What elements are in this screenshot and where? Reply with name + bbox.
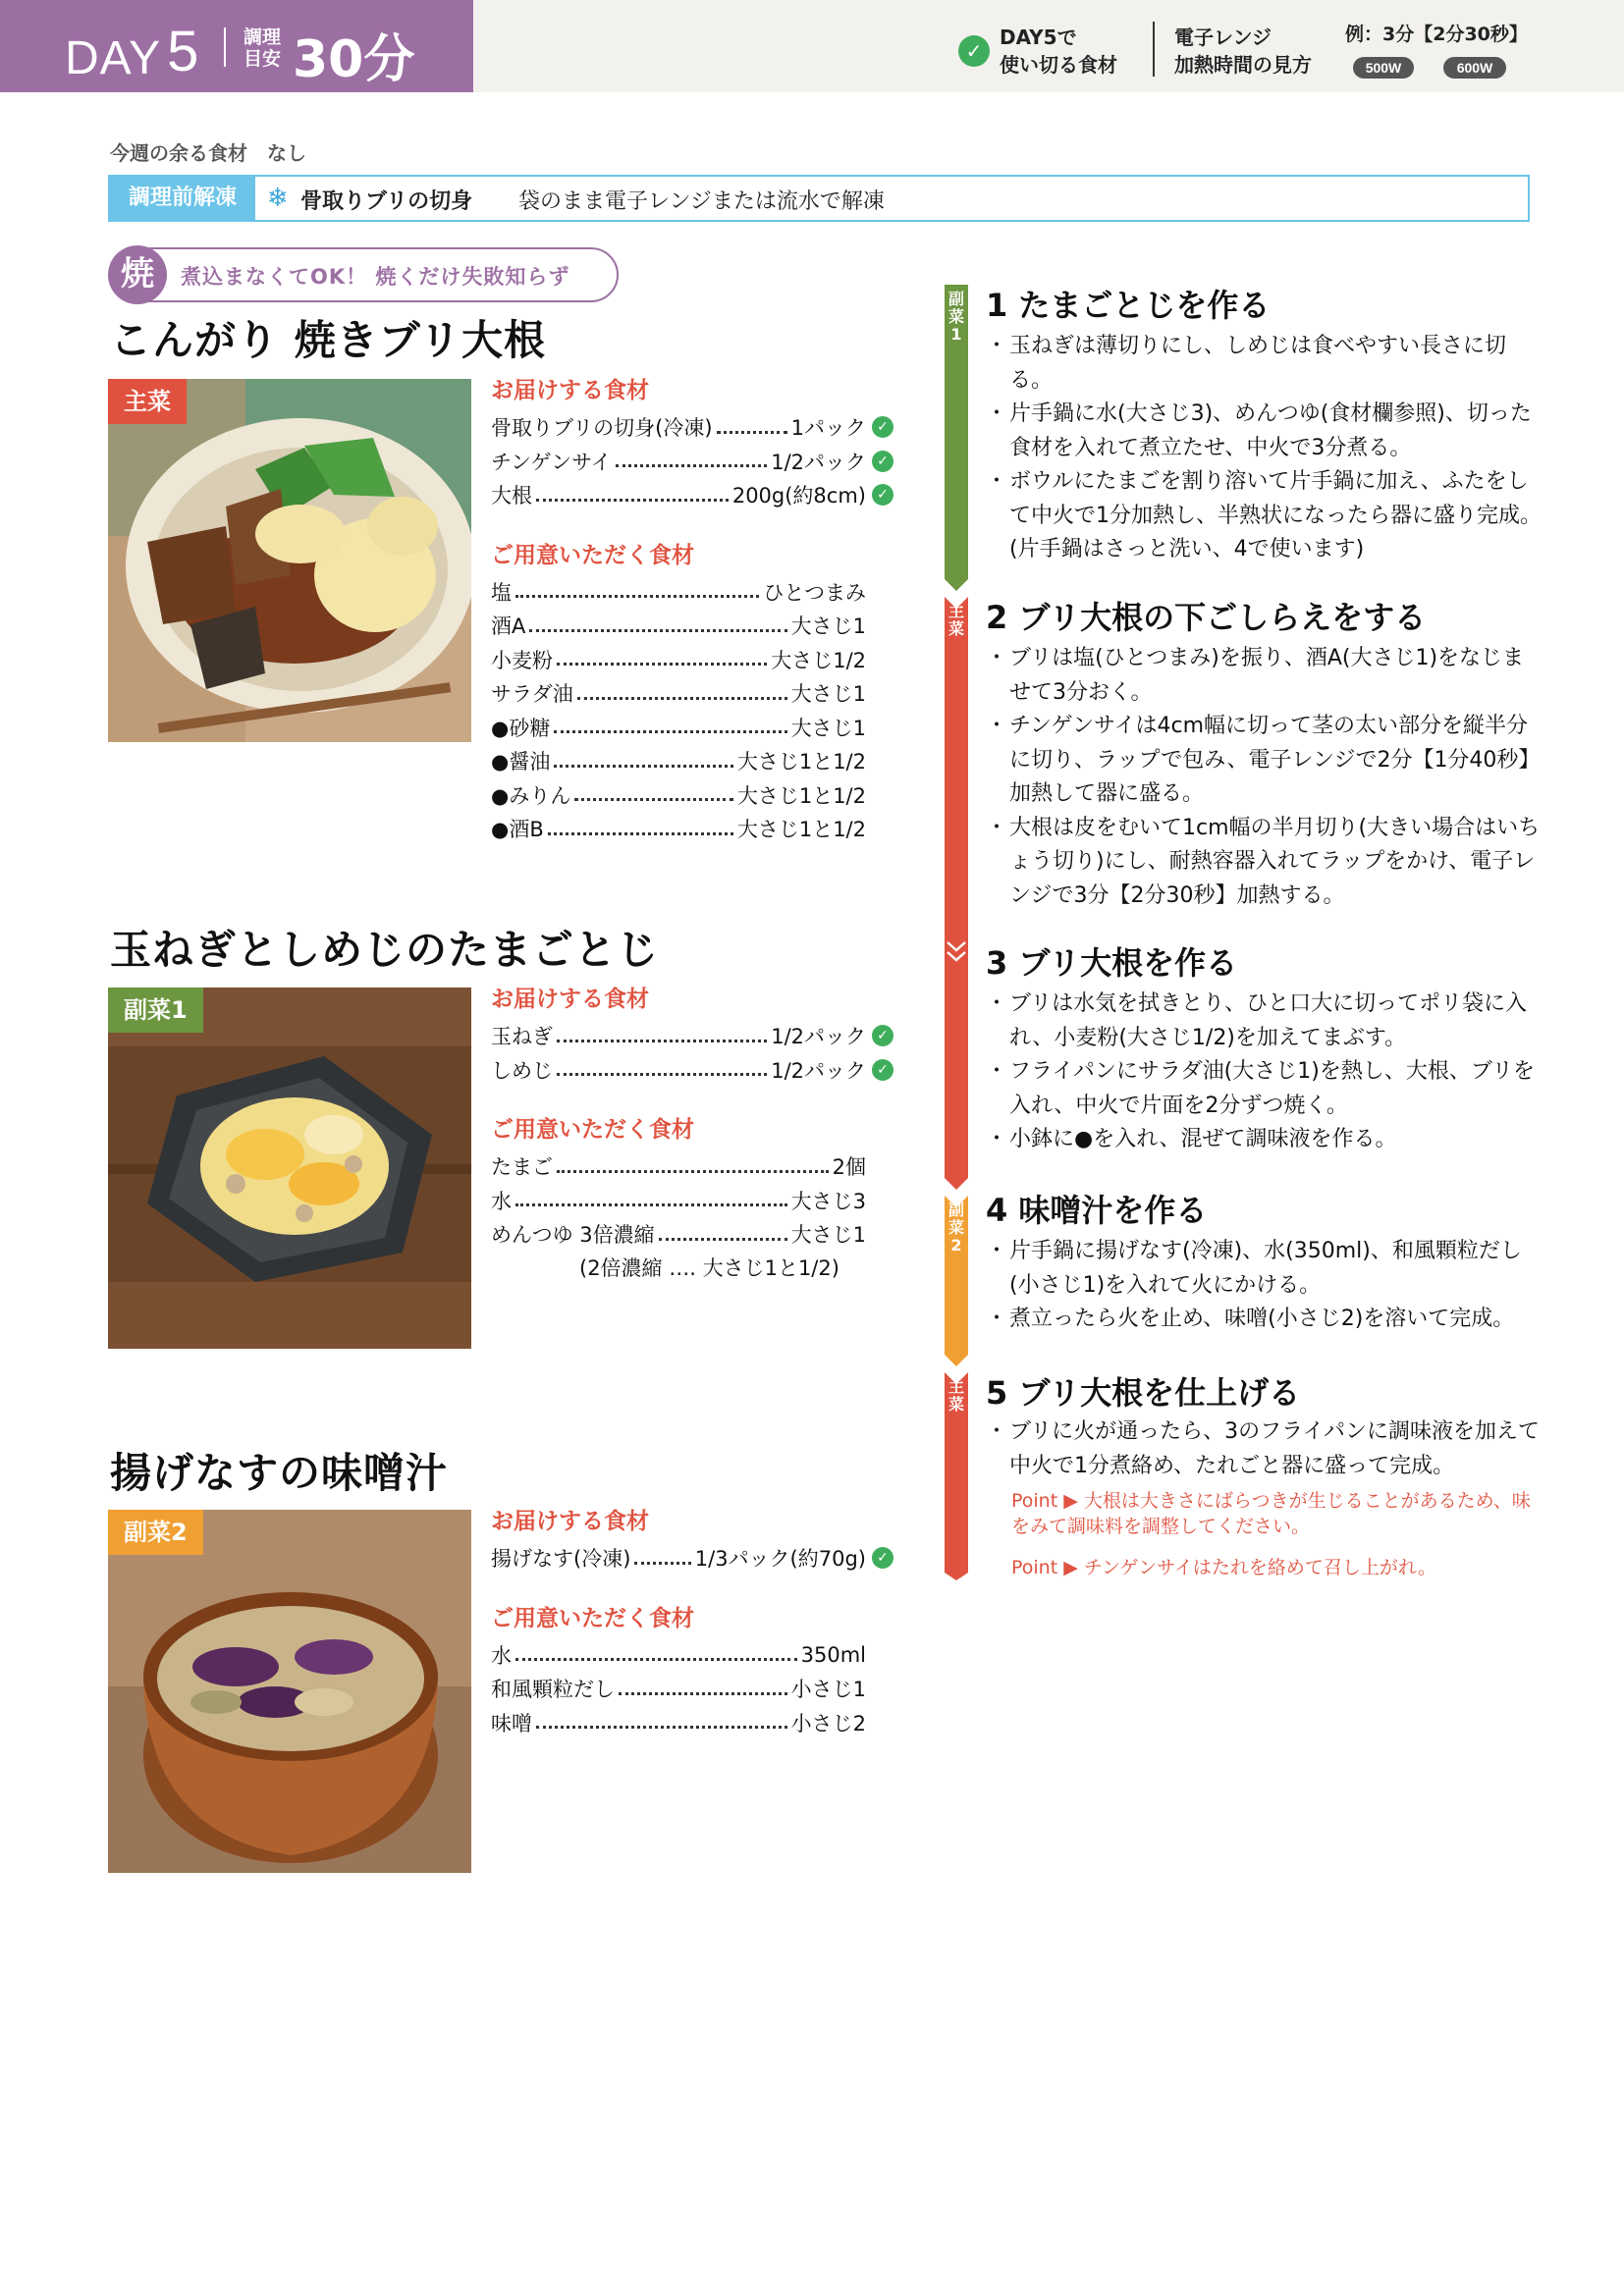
ingredient-row: 水 大さじ3: [491, 1189, 866, 1213]
check-icon: ✓: [958, 35, 990, 67]
step-item: ・ ボウルにたまごを割り溶いて片手鍋に加え、ふたをして中火で1分加熱し、半熟状になったら器に盛り完成。(片手鍋はさっと洗い、4で使います): [986, 465, 1545, 567]
ingredient-row: しめじ 1/2パック ✓: [491, 1053, 893, 1088]
cook-time-value: 30分: [293, 30, 415, 89]
delivered-heading: お届けする食材: [491, 1509, 649, 1534]
ingredients-main: [491, 371, 893, 846]
step-item: ・ チンゲンサイは4cm幅に切って茎の太い部分を縦半分に切り、ラップで包み、電子レンジで2分【1分40秒】加熱して器に盛る。: [986, 710, 1545, 812]
ingredient-row: 味噌 小さじ2: [491, 1711, 866, 1735]
label-main-dish: 主菜: [108, 379, 187, 424]
ingredients-side2: [491, 1502, 893, 1739]
step-3-list: [986, 988, 1545, 1157]
ingredient-row: チンゲンサイ 1/2パック ✓: [491, 445, 893, 479]
ingredient-row: ●砂糖 大さじ1: [491, 716, 866, 740]
step-item: ・ 片手鍋に揚げなす(冷凍)、水(350ml)、和風顆粒だし(小さじ1)を入れて火にかける。: [986, 1235, 1545, 1303]
photo-tamagotoji: [108, 988, 471, 1349]
step-3-title: 3 ブリ大根を作る: [986, 944, 1238, 982]
step-item: ・ 小鉢に●を入れ、混ぜて調味液を作る。: [986, 1123, 1545, 1157]
step-4-title: 4 味噌汁を作る: [986, 1192, 1208, 1229]
step-item: ・ ブリは塩(ひとつまみ)を振り、酒A(大さじ1)をなじませて3分おく。: [986, 642, 1545, 710]
ingredient-row: ●酒B 大さじ1と1/2: [491, 818, 866, 842]
ingredient-note: (2倍濃縮 …. 大さじ1と1/2): [579, 1255, 839, 1280]
bar-main: [945, 597, 968, 1190]
ingredient-row: ●みりん 大さじ1と1/2: [491, 783, 866, 808]
leftovers-note: 今週の余る食材 なし: [110, 141, 306, 165]
pill-500w: 500W: [1353, 57, 1414, 79]
day-label: [65, 22, 199, 87]
prepared-heading: ご用意いただく食材: [491, 1605, 694, 1631]
ingredient-row: めんつゆ 3倍濃縮 大さじ1: [491, 1223, 866, 1248]
delivered-heading: お届けする食材: [491, 378, 649, 403]
dish-title-main: こんがり 焼きブリ大根: [110, 316, 546, 364]
grill-badge: 焼: [108, 245, 167, 304]
check-icon: ✓: [872, 451, 893, 472]
ingredient-row: 水 350ml: [491, 1642, 866, 1668]
bar-label-side1: 副菜1: [947, 290, 964, 344]
ingredient-row: 大根 200g(約8cm) ✓: [491, 478, 893, 512]
ingredient-row: たまご 2個: [491, 1155, 866, 1180]
cook-time-label: 調理目安: [244, 27, 282, 70]
prepared-heading: ご用意いただく食材: [491, 542, 694, 568]
step-item: ・ 片手鍋に水(大さじ3)、めんつゆ(食材欄参照)、切った食材を入れて煮立たせ、中火で3分煮る。: [986, 398, 1545, 465]
step-item: ・ フライパンにサラダ油(大さじ1)を熱し、大根、ブリを入れ、中火で片面を2分ずつ焼く。: [986, 1055, 1545, 1123]
step-1-list: [986, 330, 1545, 567]
step-4-list: [986, 1235, 1545, 1337]
prepared-heading: ご用意いただく食材: [491, 1117, 694, 1143]
point-note-1: Point ▶ 大根は大きさにばらつきが生じることがあるため、味をみて調味料を調整してください。: [1011, 1490, 1531, 1537]
step-item: ・ 煮立ったら火を止め、味噌(小さじ2)を溶いて完成。: [986, 1303, 1545, 1337]
day-number: 5: [167, 20, 200, 83]
check-icon: ✓: [872, 1059, 893, 1081]
microwave-line2: 加熱時間の見方: [1174, 53, 1312, 77]
thaw-description: 袋のまま電子レンジまたは流水で解凍: [518, 189, 885, 214]
photo-miso-soup: [108, 1510, 471, 1873]
label-side2: 副菜2: [108, 1510, 203, 1555]
step-item: ・ 大根は皮をむいて1cm幅の半月切り(大きい場合はいちょう切り)にし、耐熱容器入れてラップをかけ、電子レンジで3分【2分30秒】加熱する。: [986, 812, 1545, 914]
photo-buri-daikon: [108, 379, 471, 742]
microwave-example: 例：3分【2分30秒】: [1345, 24, 1528, 45]
microwave-legend: [1174, 24, 1312, 79]
ingredient-row: 塩 ひとつまみ: [491, 580, 866, 605]
ingredient-row: 骨取りブリの切身(冷凍) 1パック ✓: [491, 410, 893, 445]
day-badge: [0, 0, 473, 92]
legend-line1: DAY5で: [1000, 26, 1077, 49]
ingredient-row: サラダ油 大さじ1: [491, 682, 866, 707]
day-word: DAY: [65, 32, 162, 84]
label-side1: 副菜1: [108, 988, 203, 1033]
step-1-title: 1 たまごとじを作る: [986, 287, 1271, 324]
ingredient-row: ●醤油 大さじ1と1/2: [491, 750, 866, 774]
step-5-list: [986, 1415, 1545, 1483]
thaw-label: 調理前解凍: [110, 177, 255, 220]
microwave-line1: 電子レンジ: [1174, 26, 1272, 49]
delivered-heading: お届けする食材: [491, 987, 649, 1012]
check-icon: ✓: [872, 416, 893, 438]
step-item: ・ ブリに火が通ったら、3のフライパンに調味液を加えて中火で1分煮絡め、たれごと器に盛って完成。: [986, 1415, 1545, 1483]
legend-use-up: [1000, 24, 1117, 79]
ingredient-row: 揚げなす(冷凍) 1/3パック(約70g) ✓: [491, 1541, 893, 1575]
step-5-title: 5 ブリ大根を仕上げる: [986, 1374, 1301, 1412]
snowflake-icon: ❄: [267, 184, 289, 213]
dish-title-side2: 揚げなすの味噌汁: [110, 1449, 449, 1497]
legend-line2: 使い切る食材: [1000, 53, 1117, 77]
check-icon: ✓: [872, 1547, 893, 1569]
bar-label-main-final: 主菜: [947, 1377, 964, 1414]
pill-600w: 600W: [1443, 57, 1506, 79]
ingredient-row: 小麦粉 大さじ1/2: [491, 648, 866, 672]
bar-label-side2: 副菜2: [947, 1201, 964, 1255]
step-item: ・ 玉ねぎは薄切りにし、しめじは食べやすい長さに切る。: [986, 330, 1545, 398]
check-icon: ✓: [872, 484, 893, 506]
ingredient-row: 和風顆粒だし 小さじ1: [491, 1678, 866, 1702]
step-2-title: 2 ブリ大根の下ごしらえをする: [986, 599, 1427, 636]
ingredients-side1: [491, 980, 893, 1285]
day-divider: [224, 27, 226, 67]
point-note-2: Point ▶ チンゲンサイはたれを絡めて召し上がれ。: [1011, 1557, 1436, 1578]
thaw-item: 骨取りブリの切身: [300, 189, 473, 214]
legend-divider: [1153, 22, 1155, 77]
step-item: ・ ブリは水気を拭きとり、ひと口大に切ってポリ袋に入れ、小麦粉(大さじ1/2)を加えてまぶす。: [986, 988, 1545, 1055]
check-icon: ✓: [872, 1025, 893, 1046]
bar-label-main: 主菜: [947, 602, 964, 638]
dish-title-side1: 玉ねぎとしめじのたまごとじ: [110, 926, 660, 974]
ingredient-row: 酒A 大さじ1: [491, 614, 866, 639]
thaw-box: [108, 175, 1530, 222]
ingredient-row: 玉ねぎ 1/2パック ✓: [491, 1019, 893, 1053]
step-2-list: [986, 642, 1545, 913]
tagline-text: 煮込まなくてOK！ 焼くだけ失敗知らず: [181, 265, 570, 289]
